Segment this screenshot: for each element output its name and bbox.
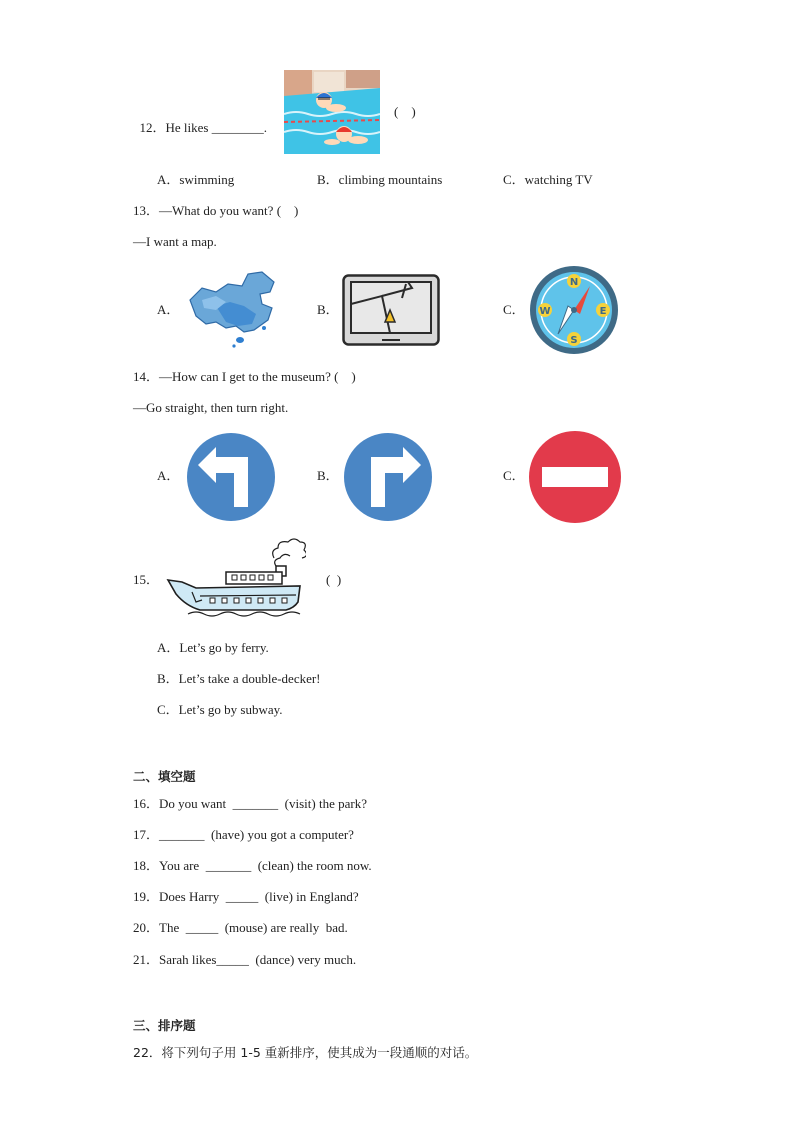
q14-option-b[interactable]: B． bbox=[317, 468, 339, 483]
fill-blank-19[interactable]: 19．Does Harry _____ (live) in England? bbox=[133, 889, 359, 904]
q12-text: He likes ________. bbox=[165, 120, 267, 135]
q13-option-c[interactable]: C． bbox=[503, 302, 525, 317]
q13-answer: —I want a map. bbox=[133, 234, 217, 249]
no-entry-sign-icon bbox=[528, 431, 622, 523]
turn-right-sign-icon bbox=[343, 433, 433, 521]
q15-number: 15． bbox=[133, 572, 160, 587]
fill-blank-20[interactable]: 20．The _____ (mouse) are really bad. bbox=[133, 920, 348, 935]
q15-option-c[interactable]: C．Let’s go by subway. bbox=[157, 702, 283, 717]
q12-option-a[interactable]: A．swimming bbox=[157, 172, 235, 187]
ferry-boat-picture bbox=[166, 536, 306, 620]
compass-east-label: E bbox=[599, 306, 607, 317]
q12-answer-bracket: ( ) bbox=[394, 104, 416, 119]
china-map-icon bbox=[182, 270, 280, 350]
fill-blank-18[interactable]: 18．You are _______ (clean) the room now. bbox=[133, 858, 372, 873]
gps-navigator-icon bbox=[342, 274, 440, 348]
q14-answer: —Go straight, then turn right. bbox=[133, 400, 289, 415]
q13-question: 13．—What do you want? ( ) bbox=[133, 203, 299, 218]
q13-option-a[interactable]: A． bbox=[157, 302, 180, 317]
q14-question: 14．—How can I get to the museum? ( ) bbox=[133, 369, 356, 384]
section-2-heading: 二、填空题 bbox=[133, 769, 196, 784]
compass-north-label: N bbox=[569, 277, 579, 288]
section-3-heading: 三、排序题 bbox=[133, 1018, 196, 1033]
q15-answer-bracket: ( ) bbox=[326, 572, 342, 587]
compass-south-label: S bbox=[570, 335, 578, 346]
q12-number: 12． bbox=[139, 120, 166, 135]
q14-option-a[interactable]: A． bbox=[157, 468, 180, 483]
compass-icon bbox=[528, 264, 620, 356]
q15-option-a[interactable]: A．Let’s go by ferry. bbox=[157, 640, 269, 655]
turn-left-sign-icon bbox=[186, 433, 276, 521]
q12-option-b[interactable]: B．climbing mountains bbox=[317, 172, 443, 187]
fill-blank-17[interactable]: 17．_______ (have) you got a computer? bbox=[133, 827, 354, 842]
q15-option-b[interactable]: B．Let’s take a double-decker! bbox=[157, 671, 321, 686]
q12-stem bbox=[133, 104, 267, 136]
compass-west-label: W bbox=[539, 306, 551, 317]
swimming-picture bbox=[284, 70, 380, 154]
q14-option-c[interactable]: C． bbox=[503, 468, 525, 483]
q12-option-c[interactable]: C．watching TV bbox=[503, 172, 593, 187]
fill-blank-21[interactable]: 21．Sarah likes_____ (dance) very much. bbox=[133, 952, 357, 967]
q22-instruction: 22．将下列句子用 1-5 重新排序，使其成为一段通顺的对话。 bbox=[133, 1045, 478, 1060]
fill-blank-16[interactable]: 16．Do you want _______ (visit) the park? bbox=[133, 796, 367, 811]
q13-option-b[interactable]: B． bbox=[317, 302, 339, 317]
